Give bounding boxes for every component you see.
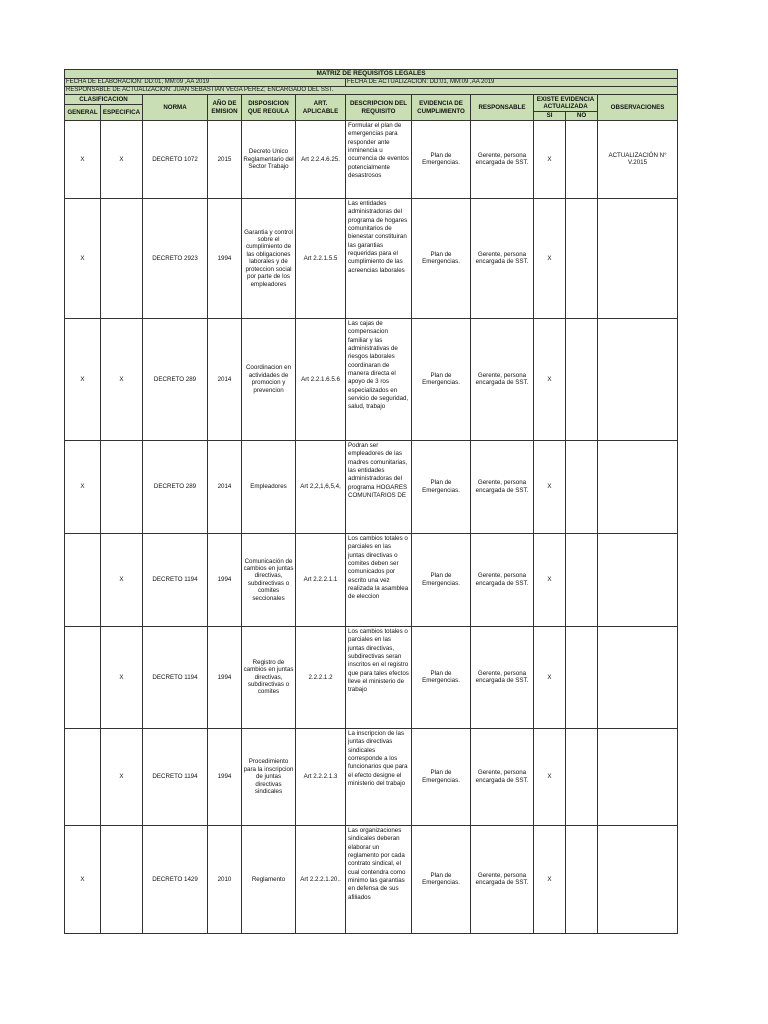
cell-no: [566, 120, 598, 198]
header-clasificacion: CLASIFICACION: [65, 95, 143, 105]
cell-anio: 1994: [208, 626, 242, 728]
cell-responsable: Gerente, persona encargada de SST.: [471, 198, 534, 318]
cell-observaciones: [598, 198, 678, 318]
header-evidencia: EVIDENCIA DE CUMPLIMIENTO: [412, 95, 471, 120]
cell-responsable: Gerente, persona encargada de SST.: [471, 120, 534, 198]
cell-disposicion: Decreto Unico Reglamentario del Sector Trabajo: [242, 120, 296, 198]
cell-articulo: 2.2.2.1.2: [296, 626, 346, 728]
header-responsable: RESPONSABLE: [471, 95, 534, 120]
cell-si: X: [534, 318, 566, 440]
cell-evidencia: Plan de Emergencias.: [412, 825, 471, 933]
cell-descripcion: Los cambios totales o parciales en las juntas directivas o comites deben ser comunicados por escrito una vez realizada la asamblea de eleccion: [346, 533, 412, 626]
header-si: SI: [534, 112, 566, 120]
cell-disposicion: Empleadores: [242, 440, 296, 533]
header-existe-evidencia: EXISTE EVIDENCIA ACTUALIZADA: [534, 95, 598, 112]
cell-evidencia: Plan de Emergencias.: [412, 533, 471, 626]
cell-observaciones: [598, 825, 678, 933]
cell-general: X: [65, 198, 101, 318]
cell-si: X: [534, 198, 566, 318]
cell-no: [566, 825, 598, 933]
cell-observaciones: [598, 626, 678, 728]
cell-observaciones: ACTUALIZACIÓN N° V.2015: [598, 120, 678, 198]
cell-disposicion: Procedimiento para la inscripcion de juntas directivas sindicales: [242, 728, 296, 825]
cell-norma: DECRETO 1072: [143, 120, 208, 198]
cell-general: X: [65, 440, 101, 533]
cell-especifica: X: [101, 318, 143, 440]
table-row: [65, 198, 678, 318]
header-anio: AÑO DE EMISION: [208, 95, 242, 120]
cell-si: X: [534, 533, 566, 626]
cell-norma: DECRETO 1194: [143, 728, 208, 825]
cell-descripcion: La inscripcion de las juntas directivas sindicales corresponde a los funcionarios que para el efecto designe el ministerio del trabajo: [346, 728, 412, 825]
requirements-table: [64, 69, 678, 934]
matrix-title: MATRIZ DE REQUISITOS LEGALES: [65, 70, 678, 79]
cell-responsable: Gerente, persona encargada de SST.: [471, 626, 534, 728]
cell-norma: DECRETO 1429: [143, 825, 208, 933]
cell-responsable: Gerente, persona encargada de SST.: [471, 533, 534, 626]
elaboration-date: FECHA DE ELABORACION: DD:01, MM:09 ,AA 2019: [65, 79, 346, 87]
cell-observaciones: [598, 318, 678, 440]
cell-no: [566, 533, 598, 626]
cell-especifica: X: [101, 120, 143, 198]
table-row: [65, 440, 678, 533]
cell-anio: 1994: [208, 198, 242, 318]
cell-evidencia: Plan de Emergencias.: [412, 626, 471, 728]
table-row: [65, 728, 678, 825]
header-no: NO: [566, 112, 598, 120]
cell-especifica: X: [101, 626, 143, 728]
cell-evidencia: Plan de Emergencias.: [412, 198, 471, 318]
cell-articulo: Art 2.2.2.1.3: [296, 728, 346, 825]
header-descripcion: DESCRIPCION DEL REQUISITO: [346, 95, 412, 120]
cell-articulo: Art 2.2.4.6.25.: [296, 120, 346, 198]
cell-especifica: X: [101, 728, 143, 825]
cell-descripcion: Las entidades administradoras del programa de hogares comunitarios de bienestar constituiran las garantias requeridas para el cumplimiento de las acreencias laborales: [346, 198, 412, 318]
header-general: GENERAL: [65, 105, 101, 120]
cell-observaciones: [598, 440, 678, 533]
cell-no: [566, 440, 598, 533]
table-row: [65, 626, 678, 728]
cell-articulo: Art 2.2.1.6.5.6: [296, 318, 346, 440]
cell-si: X: [534, 728, 566, 825]
cell-articulo: Art 2,2,1,6,5,4,: [296, 440, 346, 533]
cell-descripcion: Los cambios totales o parciales en las juntas directivas, subdirectivas seran inscritos en el registro que para tales efectos lleve el ministerio de trabajo: [346, 626, 412, 728]
cell-responsable: Gerente, persona encargada de SST.: [471, 318, 534, 440]
cell-norma: DECRETO 1194: [143, 533, 208, 626]
cell-descripcion: Podran ser empleadores de las madres comunitarias, las entidades administradoras del programa HOGARES COMUNITARIOS DE: [346, 440, 412, 533]
cell-no: [566, 318, 598, 440]
cell-anio: 2014: [208, 318, 242, 440]
cell-especifica: [101, 825, 143, 933]
cell-si: X: [534, 626, 566, 728]
header-articulo: ART. APLICABLE: [296, 95, 346, 120]
cell-disposicion: Registro de cambios en juntas directivas, subdirectivas o comites: [242, 626, 296, 728]
cell-responsable: Gerente, persona encargada de SST.: [471, 728, 534, 825]
cell-responsable: Gerente, persona encargada de SST.: [471, 825, 534, 933]
cell-anio: 2015: [208, 120, 242, 198]
cell-evidencia: Plan de Emergencias.: [412, 120, 471, 198]
header-especifica: ESPECIFICA: [101, 105, 143, 120]
cell-disposicion: Comunicación de cambios en juntas directivas, subdirectivas o comites seccionales: [242, 533, 296, 626]
cell-descripcion: Las organizaciones sindicales deberan elaborar un reglamento por cada contrato sindical, el cual contendra como minimo las garantias en defensa de sus afiliados: [346, 825, 412, 933]
cell-articulo: Art 2.2.1.5.5: [296, 198, 346, 318]
update-date: FECHA DE ACTUALIZACION: DD:01, MM:09 ,AA 2019: [346, 79, 678, 87]
cell-anio: 2010: [208, 825, 242, 933]
cell-no: [566, 626, 598, 728]
header-observaciones: OBSERVACIONES: [598, 95, 678, 120]
cell-si: X: [534, 440, 566, 533]
cell-general: [65, 728, 101, 825]
cell-especifica: [101, 198, 143, 318]
table-row: [65, 825, 678, 933]
cell-norma: DECRETO 2923: [143, 198, 208, 318]
cell-evidencia: Plan de Emergencias.: [412, 728, 471, 825]
cell-norma: DECRETO 289: [143, 440, 208, 533]
cell-observaciones: [598, 533, 678, 626]
cell-especifica: X: [101, 533, 143, 626]
cell-especifica: [101, 440, 143, 533]
legal-requirements-sheet: [64, 69, 678, 934]
cell-anio: 2014: [208, 440, 242, 533]
cell-evidencia: Plan de Emergencias.: [412, 318, 471, 440]
cell-si: X: [534, 825, 566, 933]
cell-norma: DECRETO 289: [143, 318, 208, 440]
cell-responsable: Gerente, persona encargada de SST.: [471, 440, 534, 533]
cell-articulo: Art 2.2.2.1.1: [296, 533, 346, 626]
cell-si: X: [534, 120, 566, 198]
table-row: [65, 318, 678, 440]
table-row: [65, 533, 678, 626]
cell-descripcion: Formular el plan de emergencias para responder ante inminencia u ocurrencia de eventos potencialmente desastrosos: [346, 120, 412, 198]
cell-descripcion: Las cajas de compensacion familiar y las administrativas de riesgos laborales coordinaran de manera directa el apoyo de 3 ros especializados en servicio de seguridad, salud, trabajo: [346, 318, 412, 440]
cell-articulo: Art 2.2.2.1.20..: [296, 825, 346, 933]
header-disposicion: DISPOSICION QUE REGULA: [242, 95, 296, 120]
cell-evidencia: Plan de Emergencias.: [412, 440, 471, 533]
cell-general: X: [65, 120, 101, 198]
cell-disposicion: Coordinacion en actividades de promocion y prevencion: [242, 318, 296, 440]
table-row: [65, 120, 678, 198]
cell-no: [566, 198, 598, 318]
cell-disposicion: Reglamento: [242, 825, 296, 933]
cell-norma: DECRETO 1194: [143, 626, 208, 728]
cell-general: X: [65, 825, 101, 933]
cell-anio: 1994: [208, 533, 242, 626]
cell-general: [65, 533, 101, 626]
cell-general: [65, 626, 101, 728]
cell-no: [566, 728, 598, 825]
update-responsible: RESPONSABLE DE ACTUALIZACION: JUAN SEBASTIAN VEGA PEREZ; ENCARGADO DEL SST.: [65, 87, 678, 95]
cell-anio: 1994: [208, 728, 242, 825]
cell-disposicion: Garantia y control sobre el cumplimiento de las obligaciones laborales y de proteccion social por parte de los empleadores: [242, 198, 296, 318]
cell-general: X: [65, 318, 101, 440]
cell-observaciones: [598, 728, 678, 825]
header-norma: NORMA: [143, 95, 208, 120]
requirements-body: [65, 120, 678, 933]
